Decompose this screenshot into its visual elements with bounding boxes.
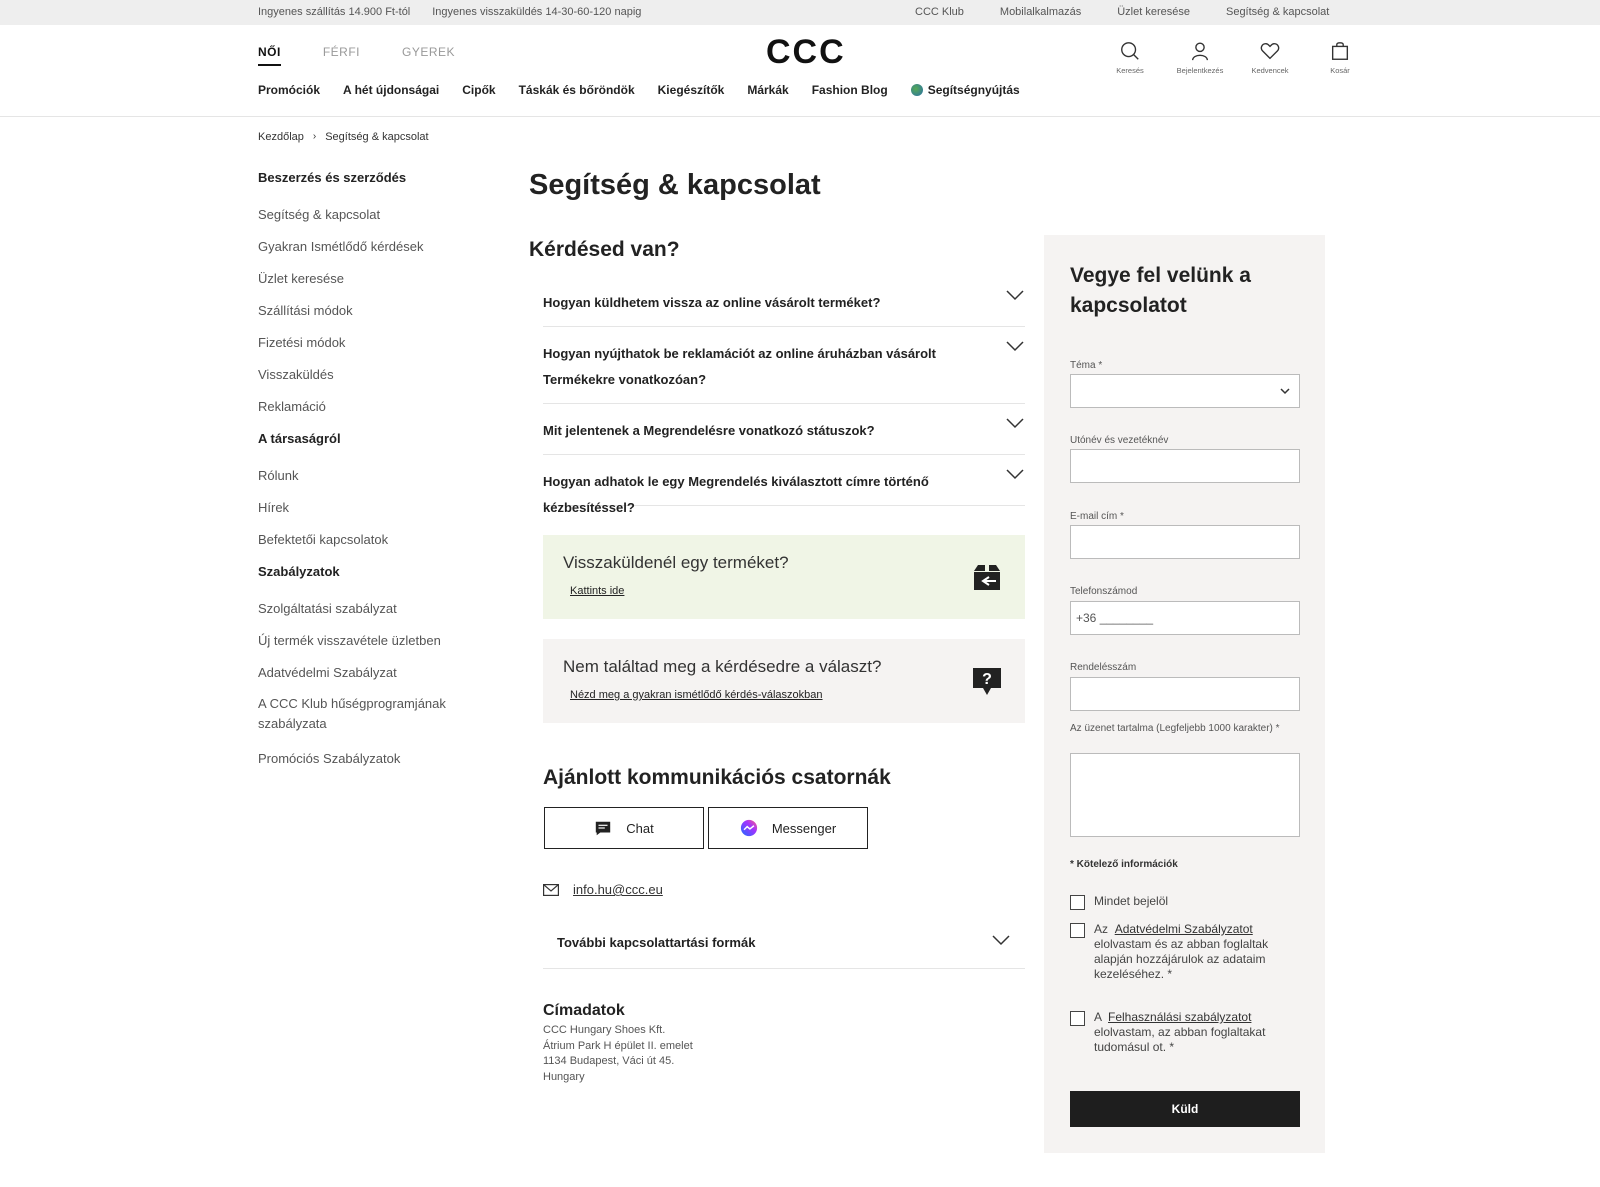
search-icon — [1119, 40, 1141, 62]
sidebar-section-title: Szabályzatok — [258, 564, 340, 579]
sidebar-section-title: A társaságról — [258, 431, 341, 446]
ccc-logo[interactable]: CCC — [766, 33, 846, 71]
sidebar-item-returns[interactable]: Visszaküldés — [258, 367, 334, 382]
chevron-down-icon — [1279, 385, 1291, 397]
email-label: E-mail cím * — [1070, 511, 1124, 522]
topic-label: Téma * — [1070, 360, 1103, 371]
envelope-icon — [543, 884, 559, 896]
privacy-consent-text — [1094, 922, 1300, 982]
sidebar-item-help[interactable]: Segítség & kapcsolat — [258, 207, 381, 222]
chevron-down-icon — [1005, 416, 1025, 430]
tab-women[interactable]: NŐI — [258, 45, 281, 66]
messenger-button[interactable] — [708, 807, 868, 849]
order-number-label: Rendelésszám — [1070, 662, 1137, 673]
top-info-bar — [0, 0, 1600, 25]
return-promo-link[interactable]: Kattints ide — [570, 585, 625, 597]
privacy-consent-row — [1070, 922, 1300, 982]
form-title: Vegye fel velünk a kapcsolatot — [1070, 264, 1251, 317]
address-line: Átrium Park H épület II. emelet — [543, 1039, 693, 1052]
chevron-down-icon — [1005, 339, 1025, 353]
chevron-down-icon — [991, 933, 1011, 947]
chat-icon — [594, 819, 612, 837]
messenger-icon — [740, 819, 758, 837]
terms-consent-text — [1094, 1010, 1300, 1055]
favorites-button[interactable] — [1235, 40, 1305, 75]
nav-brands[interactable]: Márkák — [747, 83, 789, 97]
sidebar-item-news[interactable]: Hírek — [258, 500, 290, 515]
sidebar-item-faq[interactable]: Gyakran Ismétlődő kérdések — [258, 239, 424, 254]
cart-button[interactable] — [1305, 40, 1375, 75]
terms-checkbox[interactable] — [1070, 1011, 1085, 1026]
user-icon — [1189, 40, 1211, 62]
order-number-field[interactable] — [1070, 677, 1300, 711]
nav-bags[interactable]: Táskák és bőröndök — [518, 83, 635, 97]
chevron-down-icon — [1005, 467, 1025, 481]
chat-button[interactable] — [544, 807, 704, 849]
faq-list — [543, 276, 1025, 515]
faq-item[interactable] — [543, 327, 1025, 404]
bag-icon — [1329, 40, 1351, 62]
breadcrumb-current: Segítség & kapcsolat — [325, 131, 429, 143]
message-textarea[interactable] — [1070, 753, 1300, 837]
faq-promo-box — [543, 639, 1025, 723]
address-block — [543, 1001, 693, 1085]
nav-promotions[interactable]: Promóciók — [258, 83, 321, 97]
topbar-link-help[interactable]: Segítség & kapcsolat — [1225, 6, 1330, 18]
address-title: Címadatok — [543, 1002, 625, 1019]
faq-question: Mit jelentenek a Megrendelésre vonatkozó státuszok? — [543, 423, 875, 438]
message-label: Az üzenet tartalma (Legfeljebb 1000 karakter) * — [1070, 723, 1280, 734]
privacy-pre: Az — [1094, 922, 1109, 936]
breadcrumb-separator: › — [312, 131, 317, 142]
privacy-policy-link[interactable]: Adatvédelmi Szabályzatot — [1114, 922, 1253, 936]
return-box-icon — [971, 561, 1003, 593]
sidebar-item-privacy[interactable]: Adatvédelmi Szabályzat — [258, 665, 397, 680]
address-line: Hungary — [543, 1070, 585, 1083]
breadcrumb-home[interactable]: Kezdőlap — [258, 131, 304, 143]
sidebar-item-store-returns[interactable]: Új termék visszavétele üzletben — [258, 633, 441, 648]
cart-label: Kosár — [1330, 66, 1350, 75]
faq-question: Hogyan adhatok le egy Megrendelés kiválasztott címre történő kézbesítéssel? — [543, 474, 929, 515]
nav-accessories[interactable]: Kiegészítők — [657, 83, 725, 97]
more-contact-accordion[interactable] — [543, 921, 1025, 969]
sidebar-item-store-finder[interactable]: Üzlet keresése — [258, 271, 344, 286]
gender-tabs — [258, 45, 455, 66]
terms-consent-row — [1070, 1010, 1300, 1055]
question-bubble-icon — [971, 665, 1003, 697]
faq-item[interactable] — [543, 455, 1025, 515]
chat-label: Chat — [626, 820, 654, 836]
terms-post: elolvastam, az abban foglaltakat tudomásul ot. * — [1094, 1025, 1266, 1054]
topbar-link-store-finder[interactable]: Üzlet keresése — [1117, 6, 1190, 18]
faq-item[interactable] — [543, 404, 1025, 455]
site-header — [0, 25, 1600, 117]
name-label: Utónév és vezetéknév — [1070, 435, 1169, 446]
privacy-post: elolvastam és az abban foglaltak alapján hozzájárulok az adataim kezeléséhez. * — [1094, 937, 1269, 981]
nav-fashion-blog[interactable]: Fashion Blog — [811, 83, 888, 97]
faq-promo-link[interactable]: Nézd meg a gyakran ismétlődő kérdés-válaszokban — [570, 689, 823, 701]
topbar-link-app[interactable]: Mobilalkalmazás — [999, 6, 1082, 18]
contact-form — [1044, 235, 1325, 1153]
submit-button[interactable]: Küld — [1070, 1091, 1300, 1127]
sidebar-group-purchase — [258, 170, 478, 414]
phone-field[interactable] — [1070, 601, 1300, 635]
sidebar-group-rules — [258, 564, 478, 766]
faq-item[interactable] — [543, 276, 1025, 327]
topic-select[interactable] — [1070, 374, 1300, 408]
sidebar-item-payment[interactable]: Fizetési módok — [258, 335, 346, 350]
sidebar-item-promo-rules[interactable]: Promóciós Szabályzatok — [258, 751, 401, 766]
email-link[interactable]: info.hu@ccc.eu — [573, 882, 663, 897]
email-contact — [543, 882, 663, 897]
sidebar-item-club-rules[interactable]: A CCC Klub hűségprogramjának szabályzata — [258, 696, 446, 731]
sidebar-section-title: Beszerzés és szerződés — [258, 170, 407, 185]
tab-kids[interactable]: GYEREK — [402, 45, 456, 59]
return-promo-box — [543, 535, 1025, 619]
phone-value: +36 ________ — [1076, 611, 1154, 625]
faq-question: Hogyan küldhetem vissza az online vásárolt terméket? — [543, 295, 881, 310]
sidebar-item-service-terms[interactable]: Szolgáltatási szabályzat — [258, 601, 397, 616]
search-label: Keresés — [1116, 66, 1144, 75]
main-nav — [258, 83, 1020, 97]
sidebar-item-investors[interactable]: Befektetői kapcsolatok — [258, 532, 389, 547]
page-title: Segítség & kapcsolat — [529, 169, 821, 201]
heart-icon — [1259, 40, 1281, 62]
login-label: Bejelentkezés — [1176, 66, 1224, 75]
address-line: 1134 Budapest, Váci út 45. — [543, 1055, 675, 1067]
email-field[interactable] — [1070, 525, 1300, 559]
sidebar — [258, 170, 478, 783]
header-actions — [1095, 40, 1375, 75]
more-contact-label: További kapcsolattartási formák — [557, 935, 756, 950]
required-note: * Kötelező információk — [1070, 859, 1178, 870]
sidebar-item-complaints[interactable]: Reklamáció — [258, 399, 326, 414]
messenger-label: Messenger — [771, 820, 837, 836]
check-all-row — [1070, 894, 1300, 910]
faq-question: Hogyan nyújthatok be reklamációt az online áruházban vásárolt Termékekre vonatkozóan? — [543, 346, 936, 387]
channels-title: Ajánlott kommunikációs csatornák — [543, 766, 891, 789]
terms-link[interactable]: Felhasználási szabályzatot — [1108, 1010, 1252, 1024]
tab-men[interactable]: FÉRFI — [322, 45, 361, 59]
svg-text:?: ? — [982, 671, 992, 688]
sidebar-item-about[interactable]: Rólunk — [258, 468, 299, 483]
nav-help[interactable] — [911, 83, 1020, 97]
globe-icon — [911, 84, 923, 96]
name-field[interactable] — [1070, 449, 1300, 483]
search-button[interactable] — [1095, 40, 1165, 75]
check-all-label: Mindet bejelöl — [1094, 894, 1169, 908]
faq-promo-text: Nem találtad meg a kérdésedre a választ? — [563, 657, 882, 676]
check-all-checkbox[interactable] — [1070, 895, 1085, 910]
nav-help-label: Segítségnyújtás — [927, 83, 1020, 97]
return-promo-text: Visszaküldenél egy terméket? — [563, 553, 789, 572]
nav-new-arrivals[interactable]: A hét újdonságai — [343, 83, 440, 97]
nav-shoes[interactable]: Cipők — [462, 83, 496, 97]
chevron-down-icon — [1005, 288, 1025, 302]
sidebar-group-company — [258, 431, 478, 547]
free-returns-text: Ingyenes visszaküldés 14-30-60-120 napig — [432, 6, 642, 18]
sidebar-item-shipping[interactable]: Szállítási módok — [258, 303, 353, 318]
favorites-label: Kedvencek — [1251, 66, 1289, 75]
topbar-link-club[interactable]: CCC Klub — [915, 6, 964, 18]
breadcrumb — [258, 131, 429, 143]
address-line: CCC Hungary Shoes Kft. — [543, 1024, 666, 1036]
phone-label: Telefonszámod — [1070, 586, 1138, 597]
privacy-checkbox[interactable] — [1070, 923, 1085, 938]
login-button[interactable] — [1165, 40, 1235, 75]
free-shipping-text: Ingyenes szállítás 14.900 Ft-tól — [258, 6, 411, 18]
faq-title: Kérdésed van? — [529, 238, 680, 261]
terms-pre: A — [1094, 1010, 1102, 1024]
